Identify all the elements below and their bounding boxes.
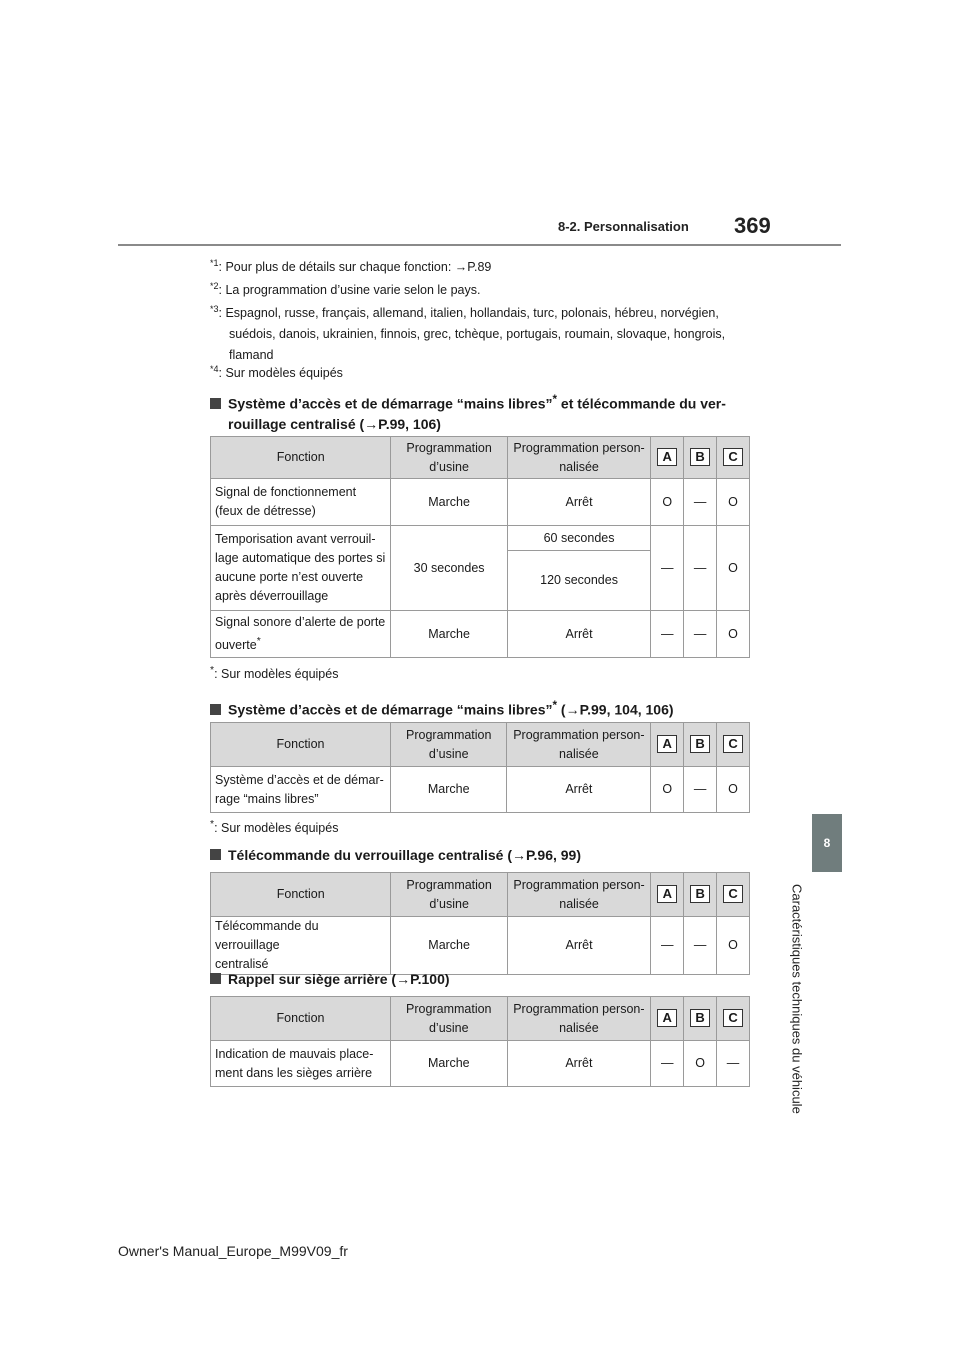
footnote-3: $^{*3}$: Espagnol, russe, français, allemand, italien, hollandais, turc, polonais, hébreu, norvégien, suédois, danois, ukrainien, finnois, grec, tchèque, portugais, roumain, slovaque, hongrois, flamand [210, 304, 726, 363]
section-title [210, 969, 750, 989]
section-title-text: Rappel sur siège arrière (→P.100) [228, 971, 450, 987]
section-title [210, 390, 750, 434]
cell-c: O [717, 611, 750, 658]
footnote-text: Sur modèles équipés [225, 366, 343, 381]
section-title-text: Télécommande du verrouillage centralisé (→P.96, 99) [228, 847, 581, 863]
col-usine: Programmation d’usine [391, 873, 507, 917]
col-fonction: Fonction [211, 437, 391, 479]
col-fonction: Fonction [211, 873, 391, 917]
col-usine: Programmation d’usine [391, 723, 507, 767]
cell-c: O [717, 526, 750, 611]
cell-fonction: Indication de mauvais place- ment dans les sièges arrière [211, 1041, 391, 1087]
section-heading: 8-2. Personnalisation [558, 219, 689, 234]
cell-a: — [651, 526, 684, 611]
table-row [211, 917, 750, 975]
asterisk: * [552, 393, 558, 406]
col-perso: Programmation person- nalisée [507, 997, 651, 1041]
cell-b: — [684, 611, 717, 658]
section-title-text: rouillage centralisé (→P.99, 106) [228, 415, 441, 432]
col-c: C [717, 437, 750, 479]
footnote-text: La programmation d’usine varie selon le pays. [225, 283, 481, 298]
footnote-mark: *3 [210, 304, 219, 314]
footnote-mark: *1 [210, 258, 219, 268]
col-c: C [717, 873, 750, 917]
page-number: 369 [734, 213, 771, 238]
col-usine: Programmation d’usine [391, 437, 507, 479]
cell-usine: Marche [391, 767, 507, 813]
footnote-text: Espagnol, russe, français, allemand, italien, hollandais, turc, polonais, hébreu, norvégien, [225, 306, 719, 321]
chapter-tab: 8 [812, 814, 842, 872]
cell-perso: Arrêt [507, 479, 651, 526]
cell-usine: Marche [391, 479, 507, 526]
cell-perso: 120 secondes [507, 551, 651, 611]
cell-b: — [684, 526, 717, 611]
section-title-text: et télécommande du ver- [557, 395, 726, 412]
footnote-text: Pour plus de détails sur chaque fonction: →P.89 [225, 260, 492, 275]
cell-a: O [651, 767, 684, 813]
cell-perso: Arrêt [507, 767, 651, 813]
col-a: A [651, 437, 684, 479]
section-title-text: Système d’accès et de démarrage “mains libres” [228, 395, 553, 412]
footnote-text-cont: suédois, danois, ukrainien, finnois, grec, tchèque, portugais, roumain, slovaque, hongrois, [229, 327, 726, 342]
table-note: *: Sur modèles équipés [210, 665, 339, 682]
cell-fonction: Système d’accès et de démar- rage “mains libres” [211, 767, 391, 813]
bullet-square-icon [210, 398, 221, 409]
bullet-square-icon [210, 973, 221, 984]
chapter-side-title [787, 884, 807, 1124]
cell-usine: 30 secondes [391, 526, 507, 611]
cell-fonction: Télécommande du verrouillage centralisé [211, 917, 391, 975]
table-note: *: Sur modèles équipés [210, 819, 339, 836]
cell-a: — [651, 611, 684, 658]
col-a: A [651, 997, 684, 1041]
footnote-1: $^{*1}$: Pour plus de détails sur chaque fonction: →P.89 [210, 258, 492, 275]
col-b: B [684, 723, 717, 767]
cell-fonction: Signal sonore d’alerte de porte ouverte* [211, 611, 391, 658]
settings-table [210, 436, 750, 658]
cell-b: — [684, 479, 717, 526]
footnote-mark: *2 [210, 281, 219, 291]
footnote-4: $^{*4}$: Sur modèles équipés [210, 364, 343, 381]
bullet-square-icon [210, 849, 221, 860]
footnote-2: $^{*2}$: La programmation d’usine varie selon le pays. [210, 281, 481, 298]
table-header-row [211, 873, 750, 917]
section-title-text: (→P.99, 104, 106) [557, 701, 674, 718]
col-b: B [684, 437, 717, 479]
col-a: A [651, 873, 684, 917]
cell-perso: 60 secondes [507, 526, 651, 551]
cell-perso: Arrêt [507, 1041, 651, 1087]
col-perso: Programmation person- nalisée [507, 437, 651, 479]
header-divider [118, 244, 841, 246]
col-b: B [684, 873, 717, 917]
col-a: A [651, 723, 684, 767]
col-fonction: Fonction [211, 997, 391, 1041]
col-fonction: Fonction [211, 723, 391, 767]
col-perso: Programmation person- nalisée [507, 873, 651, 917]
cell-b: — [684, 767, 717, 813]
cell-perso: Arrêt [507, 917, 651, 975]
footnote-text-cont: flamand [229, 348, 274, 363]
cell-c: O [717, 479, 750, 526]
section-title [210, 696, 750, 720]
table-row [211, 479, 750, 526]
cell-a: O [651, 479, 684, 526]
cell-b: O [684, 1041, 717, 1087]
table-row [211, 1041, 750, 1087]
footnote-mark: *4 [210, 364, 219, 374]
col-c: C [717, 723, 750, 767]
settings-table [210, 996, 750, 1087]
cell-c: O [717, 917, 750, 975]
cell-usine: Marche [391, 611, 507, 658]
manual-id: Owner's Manual_Europe_M99V09_fr [118, 1243, 348, 1259]
table-row [211, 767, 750, 813]
cell-perso: Arrêt [507, 611, 651, 658]
table-row [211, 611, 750, 658]
cell-usine: Marche [391, 1041, 507, 1087]
section-title-text: Système d’accès et de démarrage “mains libres” [228, 701, 553, 718]
table-header-row [211, 997, 750, 1041]
col-usine: Programmation d’usine [391, 997, 507, 1041]
cell-b: — [684, 917, 717, 975]
cell-c: O [717, 767, 750, 813]
table-row [211, 526, 750, 551]
table-header-row [211, 437, 750, 479]
cell-fonction: Temporisation avant verrouil- lage automatique des portes si aucune porte n’est ouverte après déverrouillage [211, 526, 391, 611]
cell-fonction: Signal de fonctionnement (feux de détresse) [211, 479, 391, 526]
col-c: C [717, 997, 750, 1041]
chapter-side-title-text: Caractéristiques techniques du véhicule [789, 884, 805, 1114]
cell-a: — [651, 917, 684, 975]
asterisk: * [552, 699, 558, 712]
section-title [210, 845, 750, 865]
cell-c: — [717, 1041, 750, 1087]
col-perso: Programmation person- nalisée [507, 723, 651, 767]
table-header-row [211, 723, 750, 767]
settings-table [210, 722, 750, 813]
col-b: B [684, 997, 717, 1041]
bullet-square-icon [210, 704, 221, 715]
settings-table [210, 872, 750, 975]
cell-a: — [651, 1041, 684, 1087]
cell-usine: Marche [391, 917, 507, 975]
